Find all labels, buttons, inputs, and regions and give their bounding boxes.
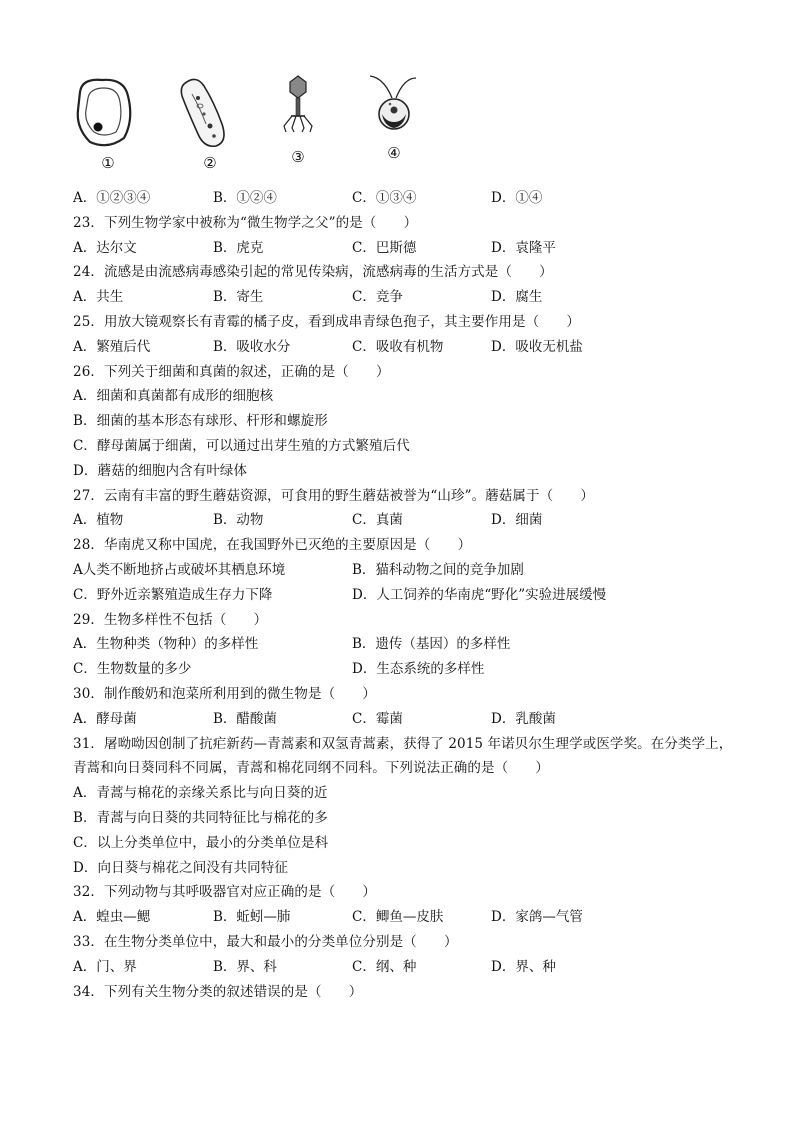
line-text: 32．下列动物与其呼吸器官对应正确的是（ ） bbox=[73, 884, 376, 901]
option-c: C．霉菌 bbox=[352, 710, 403, 727]
option-b: B．动物 bbox=[213, 512, 264, 529]
options-row bbox=[73, 236, 763, 261]
options-row bbox=[73, 558, 763, 583]
figure-1-cell bbox=[68, 68, 148, 180]
question-line bbox=[73, 856, 763, 881]
options-row bbox=[73, 285, 763, 310]
figure-3-virus bbox=[258, 68, 338, 180]
figure-4-chlamydomonas bbox=[354, 68, 434, 180]
figure-3-label: ③ bbox=[291, 148, 305, 166]
line-text: 34．下列有关生物分类的叙述错误的是（ ） bbox=[73, 983, 363, 1000]
figure-2-paramecium bbox=[170, 68, 250, 180]
option-b: B．①②④ bbox=[213, 190, 277, 206]
question-line bbox=[73, 682, 763, 707]
option-c: C．竞争 bbox=[352, 289, 403, 306]
line-text: D．蘑菇的细胞内含有叶绿体 bbox=[73, 462, 248, 479]
line-text: B．细菌的基本形态有球形、杆形和螺旋形 bbox=[73, 413, 328, 430]
figure-2-label: ② bbox=[203, 154, 217, 172]
question-line bbox=[73, 310, 763, 335]
option-d: D．袁隆平 bbox=[491, 239, 556, 256]
option-d: D．家鸽—气管 bbox=[491, 909, 583, 926]
question-line bbox=[73, 831, 763, 856]
option-b: B．醋酸菌 bbox=[213, 710, 277, 727]
option-a: A．达尔文 bbox=[73, 239, 137, 256]
option-b: B．吸收水分 bbox=[213, 338, 291, 355]
line-text: A．细菌和真菌都有成形的细胞核 bbox=[73, 388, 274, 405]
question-line bbox=[73, 930, 763, 955]
line-text: 30．制作酸奶和泡菜所利用到的微生物是（ ） bbox=[73, 685, 376, 702]
option-b: B．蚯蚓—肺 bbox=[213, 909, 291, 926]
options-row bbox=[73, 583, 763, 608]
question-list bbox=[73, 186, 763, 1004]
option-a: A．生物种类（物种）的多样性 bbox=[73, 636, 259, 653]
option-b: B．寄生 bbox=[213, 289, 264, 306]
organism-figures bbox=[60, 68, 480, 180]
question-line bbox=[73, 806, 763, 831]
option-b: B．虎克 bbox=[213, 239, 264, 256]
question-line bbox=[73, 211, 763, 236]
option-a: A．门、界 bbox=[73, 958, 137, 975]
option-c: C．①③④ bbox=[352, 190, 417, 206]
line-text: 31．屠呦呦因创制了抗疟新药—青蒿素和双氢青蒿素，获得了 2015 年诺贝尔生理学或医学奖。在分类学上， bbox=[73, 735, 733, 752]
option-d: D．腐生 bbox=[491, 289, 543, 306]
line-text: 23．下列生物学家中被称为“微生物学之父”的是（ ） bbox=[73, 214, 418, 231]
option-d: D．界、种 bbox=[491, 958, 556, 975]
option-d: D．吸收无机盐 bbox=[491, 338, 583, 355]
option-a: A．繁殖后代 bbox=[73, 338, 151, 355]
line-text: 33．在生物分类单位中，最大和最小的分类单位分别是（ ） bbox=[73, 933, 458, 950]
question-line bbox=[73, 360, 763, 385]
question-line bbox=[73, 756, 763, 781]
line-text: B．青蒿与向日葵的共同特征比与棉花的多 bbox=[73, 809, 328, 826]
option-c: C．巴斯德 bbox=[352, 239, 417, 256]
question-line bbox=[73, 409, 763, 434]
virus-illustration bbox=[258, 68, 338, 158]
option-a: A．酵母菌 bbox=[73, 710, 137, 727]
options-row bbox=[73, 186, 763, 211]
option-a: A．蝗虫—鳃 bbox=[73, 909, 151, 926]
options-row bbox=[73, 508, 763, 533]
options-row bbox=[73, 335, 763, 360]
option-c: C．真菌 bbox=[352, 512, 403, 529]
option-a: A．共生 bbox=[73, 289, 124, 306]
line-text: 26．下列关于细菌和真菌的叙述，正确的是（ ） bbox=[73, 363, 390, 380]
option-b: B．界、科 bbox=[213, 958, 277, 975]
line-text: C．以上分类单位中，最小的分类单位是科 bbox=[73, 834, 329, 851]
options-row bbox=[73, 707, 763, 732]
options-row bbox=[73, 632, 763, 657]
option-a: C．野外近亲繁殖造成生存力下降 bbox=[73, 586, 273, 603]
options-row bbox=[73, 657, 763, 682]
option-a: C．生物数量的多少 bbox=[73, 661, 192, 678]
line-text: C．酵母菌属于细菌，可以通过出芽生殖的方式繁殖后代 bbox=[73, 437, 410, 454]
option-d: D．乳酸菌 bbox=[491, 710, 556, 727]
question-line bbox=[73, 533, 763, 558]
option-b: B．遗传（基因）的多样性 bbox=[352, 636, 511, 653]
option-c: C．纲、种 bbox=[352, 958, 417, 975]
cell-illustration bbox=[68, 68, 148, 158]
line-text: 28．华南虎又称中国虎，在我国野外已灭绝的主要原因是（ ） bbox=[73, 537, 472, 554]
line-text: 29．生物多样性不包括（ ） bbox=[73, 611, 268, 628]
option-c: C．鲫鱼—皮肤 bbox=[352, 909, 444, 926]
option-a: A．植物 bbox=[73, 512, 124, 529]
line-text: 24．流感是由流感病毒感染引起的常见传染病，流感病毒的生活方式是（ ） bbox=[73, 264, 553, 281]
line-text: A．青蒿与棉花的亲缘关系比与向日葵的近 bbox=[73, 785, 328, 802]
option-d: D．细菌 bbox=[491, 512, 543, 529]
figure-4-label: ④ bbox=[387, 144, 401, 162]
question-line bbox=[73, 434, 763, 459]
options-row bbox=[73, 905, 763, 930]
option-b: B．猫科动物之间的竞争加剧 bbox=[352, 561, 524, 578]
figure-1-label: ① bbox=[101, 154, 115, 172]
question-line bbox=[73, 608, 763, 633]
question-line bbox=[73, 260, 763, 285]
option-b: D．人工饲养的华南虎“野化”实验进展缓慢 bbox=[352, 586, 607, 603]
option-a: A．①②③④ bbox=[73, 190, 151, 206]
options-row bbox=[73, 955, 763, 980]
question-line bbox=[73, 484, 763, 509]
line-text: D．向日葵与棉花之间没有共同特征 bbox=[73, 859, 288, 876]
line-text: 25．用放大镜观察长有青霉的橘子皮，看到成串青绿色孢子，其主要作用是（ ） bbox=[73, 313, 580, 330]
line-text: 青蒿和向日葵同科不同属，青蒿和棉花同纲不同科。下列说法正确的是（ ） bbox=[73, 760, 549, 777]
question-line bbox=[73, 781, 763, 806]
option-d: D．①④ bbox=[491, 190, 543, 206]
question-line bbox=[73, 384, 763, 409]
question-line bbox=[73, 459, 763, 484]
option-b: D．生态系统的多样性 bbox=[352, 661, 485, 678]
paramecium-illustration bbox=[170, 68, 250, 158]
question-line bbox=[73, 980, 763, 1005]
line-text: 27．云南有丰富的野生蘑菇资源，可食用的野生蘑菇被誉为“山珍”。蘑菇属于（ ） bbox=[73, 487, 594, 504]
question-line bbox=[73, 880, 763, 905]
option-a: A人类不断地挤占或破坏其栖息环境 bbox=[73, 561, 286, 578]
option-c: C．吸收有机物 bbox=[352, 338, 444, 355]
question-line bbox=[73, 732, 763, 757]
